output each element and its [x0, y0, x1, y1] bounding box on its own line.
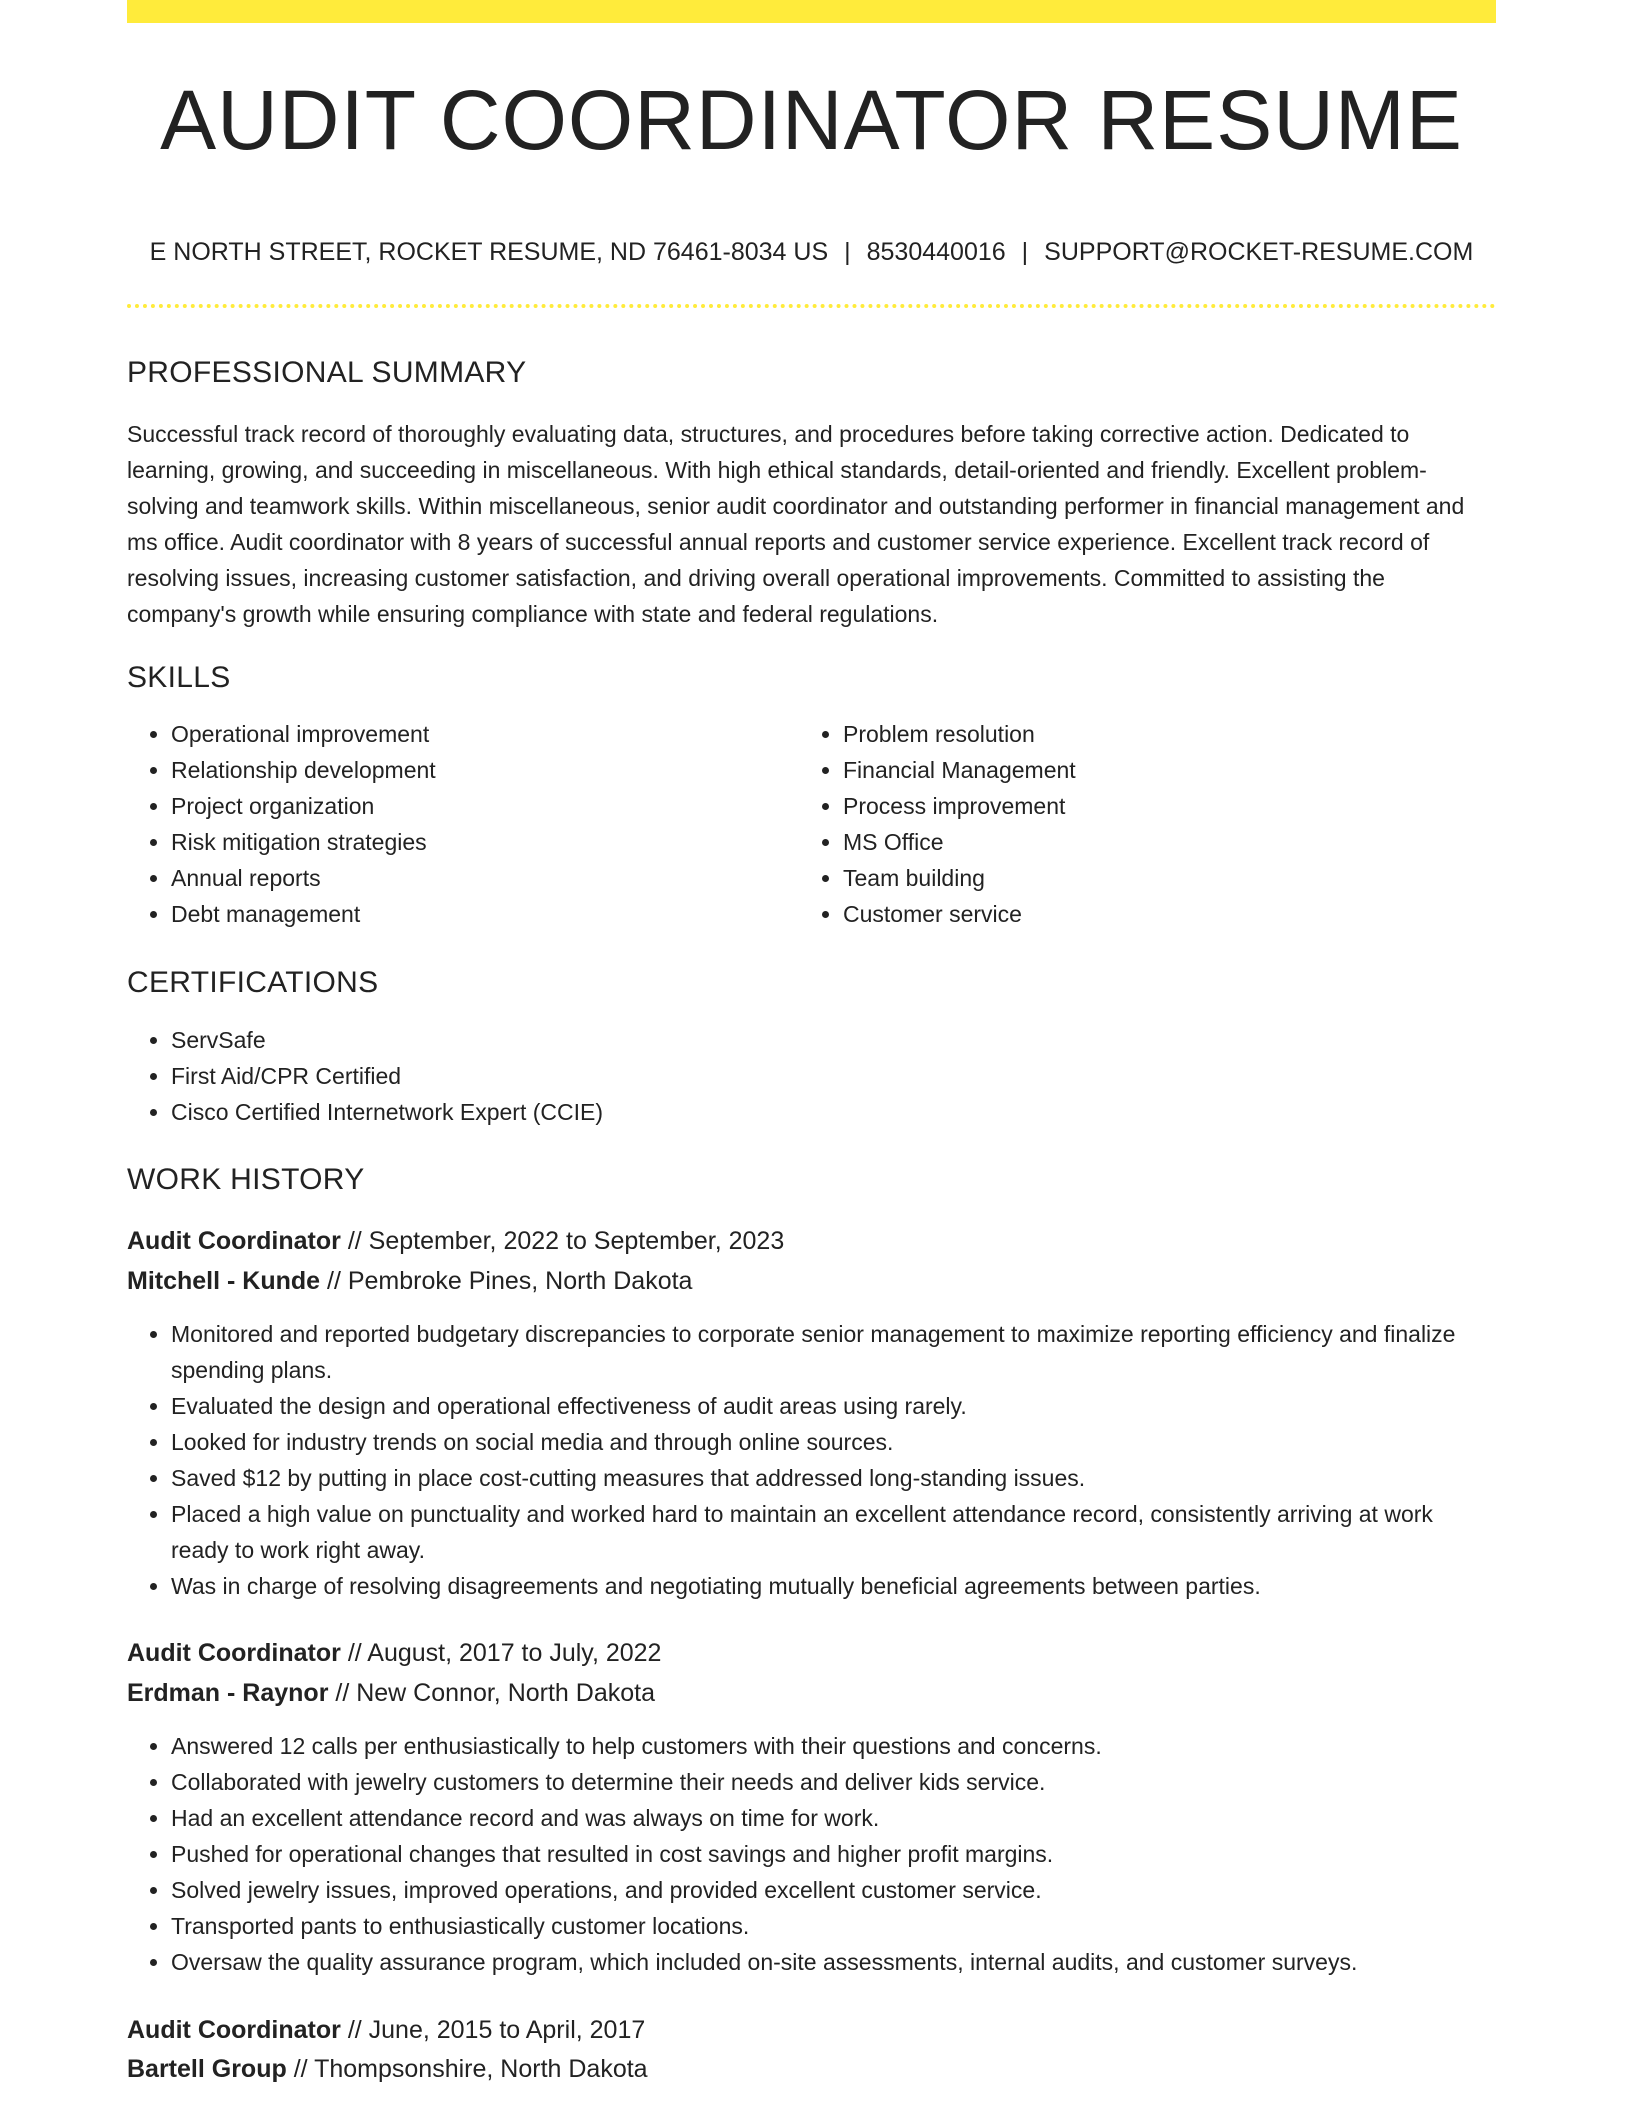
contact-address: E NORTH STREET, ROCKET RESUME, ND 76461-8034 US: [149, 238, 829, 266]
job-title-line: [127, 1638, 661, 1668]
accent-bar: [127, 0, 1496, 23]
job-title: Audit Coordinator: [127, 1227, 341, 1255]
skill-item: • Process improvement: [843, 788, 1493, 824]
certification-item: • ServSafe: [171, 1022, 1471, 1058]
job-duty: • Monitored and reported budgetary discrepancies to corporate senior management to maximize reporting efficiency and finalize spending plans.: [171, 1316, 1496, 1388]
job-duty: • Was in charge of resolving disagreements and negotiating mutually beneficial agreements between parties.: [171, 1568, 1496, 1604]
contact-line: [127, 237, 1496, 267]
job-dates: // June, 2015 to April, 2017: [347, 2016, 646, 2044]
job-duty: • Had an excellent attendance record and was always on time for work.: [171, 1800, 1496, 1836]
job-dates: // September, 2022 to September, 2023: [347, 1227, 785, 1255]
summary-text: Successful track record of thoroughly evaluating data, structures, and procedures before taking corrective action. Dedicated to learning, growing, and succeeding in miscellaneous. With high ethical standards, detail-oriented and friendly. Excellent problem-solving and teamwork skills. Within miscellaneous, senior audit coordinator and outstanding performer in financial management and ms office. Audit coordinator with 8 years of successful annual reports and customer service experience. Excellent track record of resolving issues, increasing customer satisfaction, and driving overall operational improvements. Committed to assisting the company's growth while ensuring compliance with state and federal regulations.: [127, 421, 1465, 627]
job-title-line: [127, 2015, 645, 2045]
job-title: Audit Coordinator: [127, 1639, 341, 1667]
skill-item: • Customer service: [843, 896, 1493, 932]
job-duty: • Answered 12 calls per enthusiastically to help customers with their questions and concerns.: [171, 1728, 1496, 1764]
job-location: // Pembroke Pines, North Dakota: [327, 1267, 693, 1295]
job-duty: • Looked for industry trends on social media and through online sources.: [171, 1424, 1496, 1460]
summary-heading: PROFESSIONAL SUMMARY: [127, 356, 527, 389]
job-company: Mitchell - Kunde: [127, 1267, 321, 1295]
skill-item: • Financial Management: [843, 752, 1493, 788]
job-title: Audit Coordinator: [127, 2016, 341, 2044]
job-company: Erdman - Raynor: [127, 1679, 329, 1707]
job-duties-list: [127, 1316, 1496, 1604]
certifications-heading: CERTIFICATIONS: [127, 966, 379, 999]
job-duty: • Solved jewelry issues, improved operations, and provided excellent customer service.: [171, 1872, 1496, 1908]
job-location: // Thompsonshire, North Dakota: [293, 2055, 648, 2083]
job-company-line: [127, 1266, 692, 1296]
work-history-heading: WORK HISTORY: [127, 1163, 365, 1196]
skill-item: • Team building: [843, 860, 1493, 896]
skill-item: • Project organization: [171, 788, 791, 824]
job-title-line: [127, 1226, 784, 1256]
skill-item: • Annual reports: [171, 860, 791, 896]
skill-item: • Relationship development: [171, 752, 791, 788]
job-dates: // August, 2017 to July, 2022: [347, 1639, 662, 1667]
skills-list-right: [799, 716, 1493, 932]
page-title: AUDIT COORDINATOR RESUME: [160, 73, 1463, 167]
skill-item: • MS Office: [843, 824, 1493, 860]
contact-phone: 8530440016: [866, 238, 1006, 266]
certification-item: • First Aid/CPR Certified: [171, 1058, 1471, 1094]
skill-item: • Debt management: [171, 896, 791, 932]
job-company-line: [127, 2054, 648, 2084]
certification-item: • Cisco Certified Internetwork Expert (CCIE): [171, 1094, 1471, 1130]
skills-list-left: [127, 716, 791, 932]
certifications-list: [127, 1022, 1471, 1130]
job-location: // New Connor, North Dakota: [335, 1679, 655, 1707]
job-duty: • Evaluated the design and operational effectiveness of audit areas using rarely.: [171, 1388, 1496, 1424]
skills-heading: SKILLS: [127, 661, 231, 694]
job-duty: • Saved $12 by putting in place cost-cutting measures that addressed long-standing issues.: [171, 1460, 1496, 1496]
job-duty: • Placed a high value on punctuality and worked hard to maintain an excellent attendance record, consistently arriving at work ready to work right away.: [171, 1496, 1496, 1568]
job-duty: • Collaborated with jewelry customers to determine their needs and deliver kids service.: [171, 1764, 1496, 1800]
contact-separator: |: [844, 238, 851, 266]
dotted-divider: [127, 304, 1496, 308]
job-company: Bartell Group: [127, 2055, 287, 2083]
job-duty: • Transported pants to enthusiastically customer locations.: [171, 1908, 1496, 1944]
job-company-line: [127, 1678, 655, 1708]
contact-email[interactable]: SUPPORT@ROCKET-RESUME.COM: [1044, 238, 1474, 266]
skill-item: • Operational improvement: [171, 716, 791, 752]
job-duty: • Pushed for operational changes that resulted in cost savings and higher profit margins.: [171, 1836, 1496, 1872]
skill-item: • Risk mitigation strategies: [171, 824, 791, 860]
job-duties-list: [127, 1728, 1496, 1980]
contact-separator: |: [1021, 238, 1029, 266]
job-duty: • Oversaw the quality assurance program, which included on-site assessments, internal audits, and customer surveys.: [171, 1944, 1496, 1980]
skill-item: • Problem resolution: [843, 716, 1493, 752]
